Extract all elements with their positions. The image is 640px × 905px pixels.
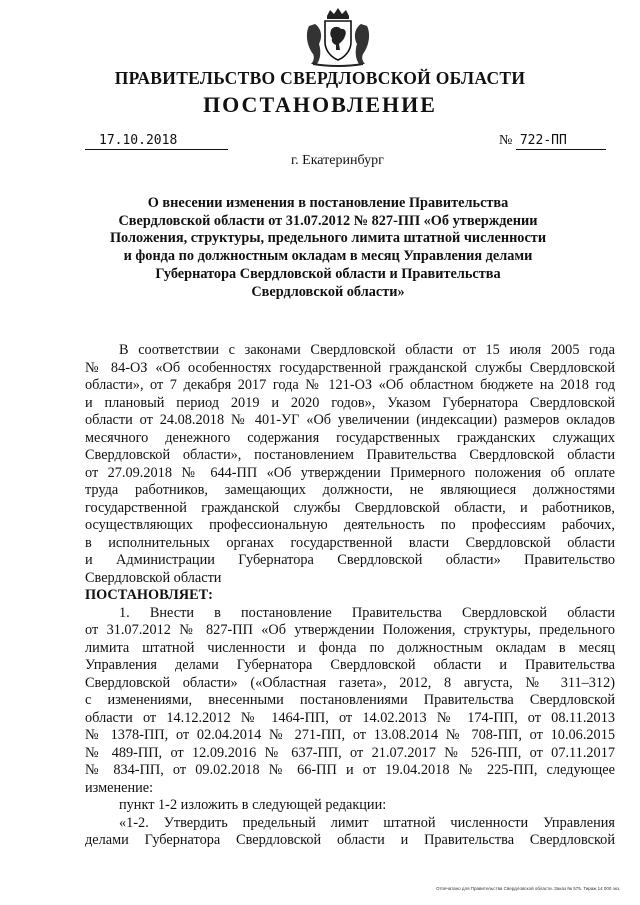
body-line: № 834-ПП, от 09.02.2018 № 66-ПП и от 19.04.2018 № 225-ПП, следующее	[85, 762, 615, 778]
body-line: В соответствии с законами Свердловской области от 15 июля 2005 года	[119, 342, 615, 358]
decree-number: 722-ПП	[516, 133, 606, 150]
body-line: государственной гражданской службы Свердловской области, и работников,	[85, 499, 615, 516]
decree-number-block	[499, 133, 606, 150]
government-name: ПРАВИТЕЛЬСТВО СВЕРДЛОВСКОЙ ОБЛАСТИ	[114, 68, 526, 88]
title-line: и фонда по должностным окладам в месяц Управления делами	[123, 248, 533, 265]
decrees-heading: ПОСТАНОВЛЯЕТ:	[85, 587, 213, 603]
body-line: лимита штатной численности и фонда по должностным окладам в месяц	[85, 639, 615, 656]
city: г. Екатеринбург	[291, 153, 384, 168]
body-line: Управления делами Губернатора Свердловской области и Правительства	[85, 657, 615, 673]
body-line: делами Губернатора Свердловской области и Правительства Свердловской	[85, 832, 615, 848]
body-line: труда работников, замещающих должности, не являющиеся должностями	[85, 482, 615, 498]
body-line: Свердловской области» («Областная газета», 2012, 8 августа, № 311–312)	[85, 674, 615, 691]
body-line: от 27.09.2018 № 644-ПП «Об утверждении Примерного положения об оплате	[85, 464, 615, 481]
decree-body	[85, 342, 615, 850]
body-line: № 1378-ПП, от 02.04.2014 № 271-ПП, от 13.08.2014 № 708-ПП, от 10.06.2015	[85, 727, 615, 743]
print-footer: Отпечатано для Правительства Свердловской области. Заказ № 575. Тираж 14 000 экз.	[436, 886, 621, 891]
body-line: области от 24.08.2018 № 401-УГ «Об увеличении (индексации) размеров окладов	[85, 412, 615, 428]
body-line: «1-2. Утвердить предельный лимит штатной численности Управления	[119, 814, 615, 831]
title-line: Положения, структуры, предельного лимита штатной численности	[109, 230, 547, 247]
body-line: № 489-ПП, от 12.09.2016 № 637-ПП, от 21.07.2017 № 526-ПП, от 07.11.2017	[85, 744, 615, 761]
body-line: № 84-ОЗ «Об особенностях государственной гражданской службы Свердловской	[85, 359, 615, 376]
body-line: и Администрации Губернатора Свердловской области» Правительство	[85, 552, 615, 568]
body-line: Свердловской области	[85, 569, 222, 586]
body-line: изменение:	[85, 779, 154, 796]
decree-date: 17.10.2018	[85, 133, 228, 150]
coat-of-arms-emblem	[303, 6, 373, 68]
body-line: и плановый период 2019 и 2020 годов», Указом Губернатора Свердловской	[85, 394, 615, 411]
body-line: месячного денежного содержания государственных гражданских служащих	[85, 429, 615, 446]
number-sign: №	[499, 133, 513, 148]
decree-title	[98, 195, 558, 301]
title-line: Свердловской области»	[251, 283, 405, 300]
body-line: осуществляющих профессиональную деятельность по профессиям рабочих,	[85, 517, 615, 533]
document-type: ПОСТАНОВЛЕНИЕ	[203, 92, 437, 117]
title-line: Свердловской области от 31.07.2012 № 827-ПП «Об утверждении	[118, 212, 538, 229]
body-line: от 31.07.2012 № 827-ПП «Об утверждении Положения, структуры, предельного	[85, 622, 615, 638]
body-line: Свердловской области», постановлением Правительства Свердловской области	[85, 447, 615, 463]
body-line: области от 14.12.2012 № 1464-ПП, от 14.02.2013 № 174-ПП, от 08.11.2013	[85, 709, 615, 726]
body-line: области», от 7 декабря 2017 года № 121-ОЗ «Об областном бюджете на 2018 год	[85, 377, 615, 393]
body-line: с изменениями, внесенными постановлениями Правительства Свердловской	[85, 692, 615, 708]
body-line: в исполнительных органах государственной власти Свердловской области	[85, 534, 615, 551]
title-line: О внесении изменения в постановление Правительства	[147, 195, 509, 211]
title-line: Губернатора Свердловской области и Правительства	[155, 265, 501, 282]
body-line: 1. Внести в постановление Правительства Свердловской области	[119, 604, 615, 621]
body-line: пункт 1-2 изложить в следующей редакции:	[119, 797, 387, 813]
